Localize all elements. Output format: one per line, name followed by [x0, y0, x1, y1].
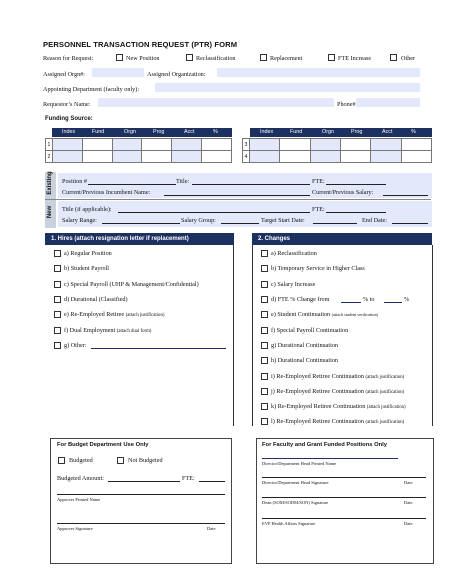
assigned-organization-field[interactable]	[217, 68, 420, 77]
row-number: 2	[46, 151, 53, 163]
changes-retiree-text: Re-Employed Retiree Continuation	[276, 388, 364, 395]
funding-cell[interactable]	[142, 151, 172, 163]
funding-cell[interactable]	[340, 139, 370, 151]
changes-checkbox-student-cont[interactable]	[261, 311, 268, 318]
changes-fte-to-label: % to	[363, 296, 375, 303]
changes-item: h) Durational Continuation	[271, 357, 339, 364]
funding-cell[interactable]	[310, 139, 340, 151]
fte-to-input[interactable]	[384, 302, 402, 303]
end-date-input[interactable]	[392, 223, 428, 224]
director-date-label: Date	[404, 480, 413, 485]
funding-cell[interactable]	[172, 151, 202, 163]
changes-item: f) Special Payroll Continuation	[271, 327, 349, 334]
evp-signature-label: EVP Health Affairs Signature	[262, 521, 316, 526]
director-name-label: Director/Department Head Printed Name	[262, 461, 337, 466]
hires-checkbox-student[interactable]	[54, 265, 61, 272]
funding-col-index: Index	[62, 129, 76, 135]
budget-fte-input[interactable]	[199, 481, 225, 482]
existing-new-divider	[45, 199, 431, 200]
budget-box-title: For Budget Department Use Only	[57, 442, 149, 448]
reason-checkbox-other[interactable]	[390, 54, 397, 61]
hires-section-header: 1. Hires (attach resignation letter if replacement)	[45, 233, 234, 245]
row-number: 4	[243, 151, 250, 163]
reason-option-label: Replacement	[270, 55, 303, 62]
funding-table-left	[45, 138, 232, 163]
funding-col-fund: Fund	[92, 129, 105, 135]
changes-item: g) Durational Continuation	[271, 342, 339, 349]
position-label: Position #	[62, 178, 87, 185]
changes-checkbox-durational-cont-1[interactable]	[261, 342, 268, 349]
dean-date-label: Date	[404, 500, 413, 505]
hires-item-dual	[64, 327, 151, 334]
funding-col-prog: Prog	[153, 129, 165, 135]
appointing-dept-label: Appointing Department (faculty only):	[43, 86, 140, 93]
changes-retiree-note: (attach justification)	[365, 375, 405, 380]
reason-label: Reason for Request:	[43, 55, 94, 62]
hires-checkbox-retiree[interactable]	[54, 311, 61, 318]
funding-col-acct: Acct	[184, 129, 195, 135]
phone-label: Phone#	[337, 101, 356, 108]
salary-range-input[interactable]	[102, 223, 180, 224]
assigned-orgn-field[interactable]	[92, 68, 144, 77]
hires-checkbox-durational[interactable]	[54, 296, 61, 303]
changes-student-text: e) Student Continuation	[271, 311, 331, 318]
funding-col-percent: %	[411, 129, 416, 135]
director-name-input[interactable]	[262, 458, 398, 459]
changes-fte-percent-label: %	[404, 296, 410, 303]
title-label: Title:	[176, 178, 190, 185]
reason-checkbox-fte-increase[interactable]	[328, 54, 335, 61]
changes-right-border	[432, 245, 433, 426]
hires-retiree-text: e) Re-Employed Retiree	[64, 311, 125, 318]
funding-col-orgn: Orgn	[322, 129, 334, 135]
hires-checkbox-dual[interactable]	[54, 327, 61, 334]
funding-cell[interactable]	[401, 139, 431, 151]
current-incumbent-input[interactable]	[164, 195, 310, 196]
approver-name-input[interactable]	[57, 494, 225, 495]
changes-left-border	[252, 245, 253, 426]
funding-cell[interactable]	[53, 139, 83, 151]
hires-other-input[interactable]	[91, 348, 226, 349]
changes-retiree-note: (attach justification)	[366, 405, 406, 410]
funding-col-prog: Prog	[351, 129, 363, 135]
budgeted-checkbox[interactable]	[58, 457, 65, 464]
salary-group-label: Salary Group:	[181, 217, 216, 224]
changes-checkbox-reclass[interactable]	[261, 250, 268, 257]
funding-cell[interactable]	[310, 151, 340, 163]
budgeted-amount-input[interactable]	[108, 481, 180, 482]
position-input[interactable]	[88, 184, 176, 185]
approver-signature-label: Approver Signature	[57, 526, 93, 531]
changes-retiree-text: Re-Employed Retiree Continuation	[277, 403, 366, 410]
hires-right-border	[233, 245, 234, 426]
form-title: PERSONNEL TRANSACTION REQUEST (PTR) FORM	[43, 40, 238, 49]
hires-retiree-note: (attach justification)	[125, 313, 165, 318]
changes-retiree-item	[271, 373, 404, 380]
changes-student-item	[271, 311, 378, 318]
changes-item: b) Temporary Service in Higher Class	[271, 265, 365, 272]
assigned-orgn-label: Assigned Orgn#:	[43, 71, 85, 78]
new-fte-label: FTE:	[312, 206, 325, 213]
funding-cell[interactable]	[82, 151, 112, 163]
funding-cell[interactable]	[142, 139, 172, 151]
changes-checkbox-retiree-k[interactable]	[261, 403, 268, 410]
funding-cell[interactable]	[82, 139, 112, 151]
evp-date-label: Date	[404, 521, 413, 526]
new-title-input[interactable]	[118, 212, 310, 213]
reason-option-label: FTE Increase	[338, 55, 372, 62]
grant-box-title: For Faculty and Grant Funded Positions Only	[262, 442, 387, 448]
table-row	[243, 139, 432, 151]
funding-cell[interactable]	[172, 139, 202, 151]
funding-source-label: Funding Source:	[45, 116, 93, 122]
changes-fte-from-label: d) FTE % Change from	[271, 296, 330, 303]
changes-item: a) Reclassification	[271, 250, 317, 257]
current-incumbent-label: Current/Previous Incumbent Name:	[62, 189, 151, 196]
not-budgeted-label: Not Budgeted	[128, 457, 163, 464]
changes-retiree-note: (attach justification)	[365, 420, 405, 425]
changes-section-header: 2. Changes	[252, 233, 432, 245]
changes-retiree-text: Re-Employed Retiree Continuation	[276, 418, 364, 425]
changes-checkbox-temp-service[interactable]	[261, 265, 268, 272]
hires-checkbox-regular[interactable]	[54, 250, 61, 257]
hires-other-label: g) Other:	[64, 342, 87, 349]
approver-name-label: Approver Printed Name	[57, 497, 101, 502]
end-date-label: End Date:	[362, 217, 387, 224]
target-start-input[interactable]	[313, 223, 357, 224]
budgeted-amount-label: Budgeted Amount:	[57, 475, 104, 482]
funding-cell[interactable]	[280, 151, 310, 163]
changes-checkbox-retiree-j[interactable]	[261, 388, 268, 395]
approver-signature-input[interactable]	[57, 523, 225, 524]
fte-label: FTE:	[312, 178, 325, 185]
funding-col-acct: Acct	[382, 129, 393, 135]
title-if-applicable-label: Title (if applicable):	[62, 206, 112, 213]
requestor-name-field[interactable]	[98, 98, 334, 107]
title-input[interactable]	[192, 184, 310, 185]
dean-signature-input[interactable]	[262, 497, 426, 498]
hires-item: a) Regular Position	[64, 250, 112, 257]
changes-retiree-prefix: k)	[271, 403, 277, 410]
changes-checkbox-salary[interactable]	[261, 281, 268, 288]
funding-cell[interactable]	[401, 151, 431, 163]
phone-field[interactable]	[356, 98, 420, 107]
funding-header-right	[250, 128, 432, 137]
fte-input[interactable]	[326, 184, 386, 185]
hires-item: b) Student Payroll	[64, 265, 110, 272]
salary-group-input[interactable]	[221, 223, 259, 224]
hires-item: d) Durational (Classified)	[64, 296, 128, 303]
budgeted-label: Budgeted	[69, 457, 93, 464]
changes-checkbox-retiree-l[interactable]	[261, 418, 268, 425]
reason-option-label: Other	[401, 55, 416, 62]
salary-range-label: Salary Range:	[62, 217, 97, 224]
changes-checkbox-fte[interactable]	[261, 296, 268, 303]
reason-checkbox-replacement[interactable]	[260, 54, 267, 61]
table-row	[46, 151, 232, 163]
hires-dual-note: (attach dual form)	[116, 329, 152, 334]
row-number: 1	[46, 139, 53, 151]
changes-retiree-note: (attach justification)	[365, 390, 405, 395]
budget-fte-label: FTE:	[182, 475, 195, 482]
changes-retiree-text: Re-Employed Retiree Continuation	[276, 373, 364, 380]
hires-checkbox-special-payroll[interactable]	[54, 281, 61, 288]
changes-retiree-item	[271, 418, 404, 425]
hires-item-retiree	[64, 311, 164, 318]
director-signature-input[interactable]	[262, 477, 426, 478]
funding-cell[interactable]	[202, 151, 232, 163]
changes-checkbox-durational-cont-2[interactable]	[261, 357, 268, 364]
reason-checkbox-reclassification[interactable]	[186, 54, 193, 61]
funding-cell[interactable]	[371, 139, 401, 151]
changes-fte-item	[271, 296, 329, 303]
hires-item: c) Special Payroll (UHP & Management/Confidential)	[64, 281, 199, 288]
changes-retiree-prefix: j)	[271, 388, 275, 395]
table-row	[46, 139, 232, 151]
funding-cell[interactable]	[112, 139, 142, 151]
reason-option-label: New Position	[126, 55, 160, 62]
changes-retiree-item	[271, 388, 404, 395]
current-salary-input[interactable]	[383, 195, 428, 196]
funding-col-percent: %	[213, 129, 218, 135]
target-start-label: Target Start Date:	[261, 217, 305, 224]
table-row	[243, 151, 432, 163]
funding-cell[interactable]	[280, 139, 310, 151]
hires-dual-text: f) Dual Employment	[64, 327, 116, 334]
reason-option-label: Reclassification	[196, 55, 236, 62]
changes-checkbox-special-cont[interactable]	[261, 327, 268, 334]
current-salary-label: Current/Previous Salary:	[312, 189, 374, 196]
new-label: New	[47, 205, 53, 219]
funding-cell[interactable]	[250, 151, 280, 163]
director-signature-label: Director/Department Head Signature	[262, 480, 329, 485]
appointing-department-field[interactable]	[155, 83, 420, 92]
changes-retiree-prefix: l)	[271, 418, 275, 425]
funding-col-fund: Fund	[290, 129, 303, 135]
funding-col-orgn: Orgn	[124, 129, 136, 135]
funding-table-right	[242, 138, 432, 163]
funding-cell[interactable]	[202, 139, 232, 151]
row-number: 3	[243, 139, 250, 151]
funding-cell[interactable]	[340, 151, 370, 163]
evp-signature-input[interactable]	[262, 518, 426, 519]
approver-date-label: Date	[207, 526, 216, 531]
changes-student-note: (attach student verification)	[331, 312, 378, 317]
existing-label: Existing	[47, 171, 53, 195]
changes-retiree-item	[271, 403, 406, 410]
changes-item: c) Salary Increase	[271, 281, 316, 288]
dean-signature-label: Dean (SOM/SODM/SON) Signature	[262, 500, 329, 505]
new-fte-input[interactable]	[326, 212, 386, 213]
not-budgeted-checkbox[interactable]	[117, 457, 124, 464]
requestor-label: Requestor’s Name:	[43, 101, 91, 108]
changes-checkbox-retiree-i[interactable]	[261, 373, 268, 380]
funding-header-left	[52, 128, 232, 137]
assigned-org-label: Assigned Organization:	[147, 71, 206, 78]
fte-from-input[interactable]	[341, 302, 361, 303]
funding-col-index: Index	[260, 129, 274, 135]
changes-retiree-prefix: i)	[271, 373, 275, 380]
funding-cell[interactable]	[112, 151, 142, 163]
funding-cell[interactable]	[250, 139, 280, 151]
funding-cell[interactable]	[53, 151, 83, 163]
reason-checkbox-new-position[interactable]	[116, 54, 123, 61]
funding-cell[interactable]	[371, 151, 401, 163]
hires-checkbox-other[interactable]	[54, 342, 61, 349]
